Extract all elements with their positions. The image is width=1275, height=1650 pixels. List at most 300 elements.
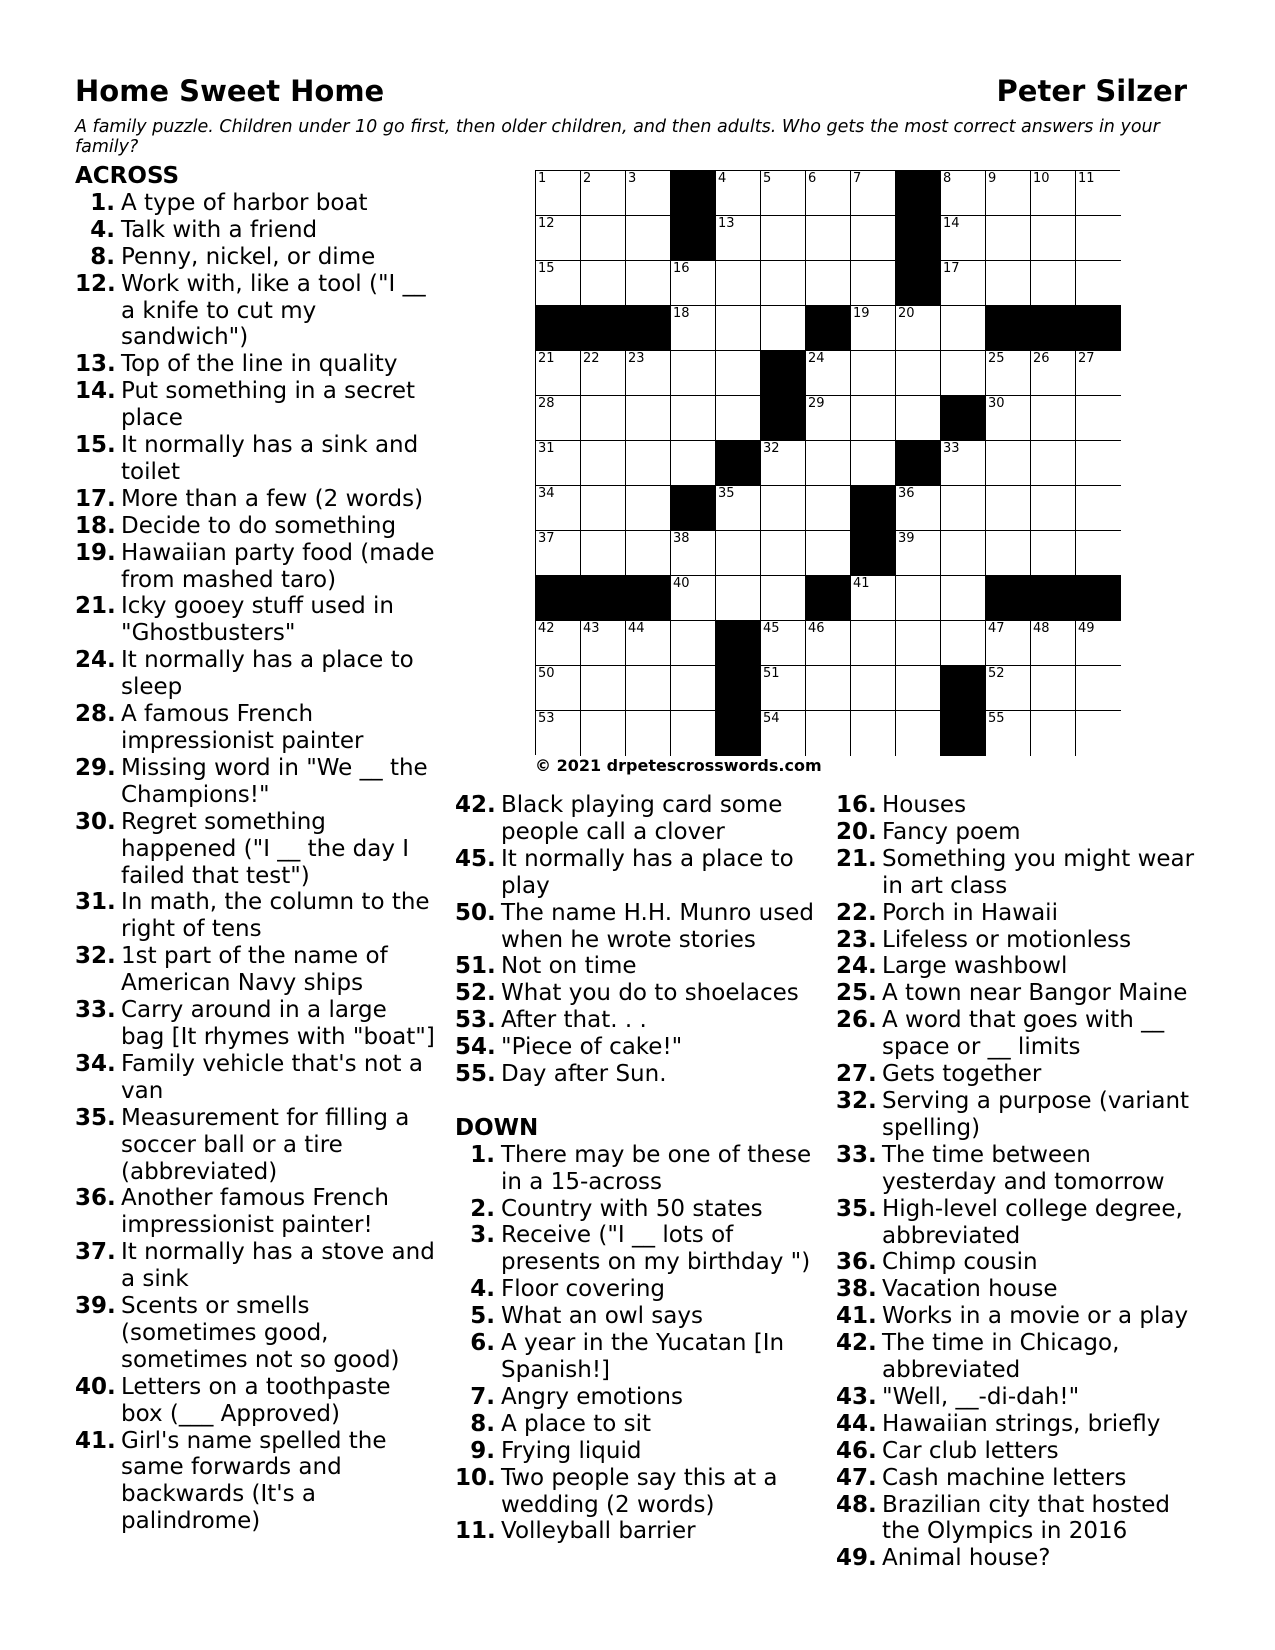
grid-cell[interactable] bbox=[716, 576, 761, 621]
grid-cell[interactable] bbox=[536, 171, 581, 216]
clue-number: 46. bbox=[836, 1437, 877, 1464]
grid-cell[interactable] bbox=[716, 486, 761, 531]
grid-cell[interactable] bbox=[1031, 531, 1076, 576]
grid-cell[interactable] bbox=[896, 531, 941, 576]
clue-number: 10. bbox=[455, 1464, 496, 1491]
clue-number: 50. bbox=[455, 899, 496, 926]
clue-text: High-level college degree, abbreviated bbox=[882, 1195, 1183, 1249]
grid-cell[interactable] bbox=[896, 711, 941, 756]
clue-item bbox=[836, 1411, 1201, 1438]
grid-cell[interactable] bbox=[851, 396, 896, 441]
grid-cell[interactable] bbox=[1031, 441, 1076, 486]
grid-cell[interactable] bbox=[986, 486, 1031, 531]
cell-number: 48 bbox=[1033, 621, 1050, 636]
grid-cell[interactable] bbox=[941, 261, 986, 306]
grid-block bbox=[986, 306, 1031, 351]
grid-cell[interactable] bbox=[581, 216, 626, 261]
clue-text: It normally has a place to sleep bbox=[121, 647, 414, 701]
clue-text: "Piece of cake!" bbox=[501, 1034, 683, 1061]
clue-item bbox=[75, 943, 435, 997]
grid-cell[interactable] bbox=[536, 666, 581, 711]
grid-cell[interactable] bbox=[806, 531, 851, 576]
clue-item bbox=[75, 1293, 435, 1374]
grid-cell[interactable] bbox=[1031, 216, 1076, 261]
clue-number: 15. bbox=[75, 432, 116, 459]
grid-cell[interactable] bbox=[1031, 621, 1076, 666]
grid-cell[interactable] bbox=[761, 441, 806, 486]
grid-cell[interactable] bbox=[1031, 351, 1076, 396]
clue-text: A place to sit bbox=[501, 1410, 652, 1437]
grid-cell[interactable] bbox=[671, 261, 716, 306]
grid-cell[interactable] bbox=[806, 711, 851, 756]
puzzle-title: Home Sweet Home bbox=[75, 74, 385, 108]
grid-cell[interactable] bbox=[1031, 261, 1076, 306]
grid-cell[interactable] bbox=[1031, 171, 1076, 216]
clue-item bbox=[75, 244, 435, 271]
clue-item bbox=[75, 1428, 435, 1536]
clue-item bbox=[75, 271, 435, 352]
clue-item bbox=[455, 1034, 815, 1061]
grid-cell[interactable] bbox=[896, 576, 941, 621]
grid-cell[interactable] bbox=[986, 441, 1031, 486]
grid-cell[interactable] bbox=[761, 531, 806, 576]
clue-item bbox=[455, 1303, 815, 1330]
clue-number: 24. bbox=[75, 647, 116, 674]
grid-cell[interactable] bbox=[1076, 441, 1121, 486]
clue-text: Not on time bbox=[501, 953, 637, 980]
cell-number: 52 bbox=[988, 666, 1005, 681]
clue-number: 33. bbox=[75, 997, 116, 1024]
clue-item bbox=[455, 953, 815, 980]
clue-text: Car club letters bbox=[882, 1437, 1059, 1464]
grid-block bbox=[1031, 576, 1076, 621]
cell-number: 21 bbox=[538, 351, 555, 366]
grid-cell[interactable] bbox=[941, 621, 986, 666]
grid-cell[interactable] bbox=[806, 171, 851, 216]
grid-cell[interactable] bbox=[536, 621, 581, 666]
grid-block bbox=[536, 576, 581, 621]
grid-cell[interactable] bbox=[536, 261, 581, 306]
clue-number: 53. bbox=[455, 1007, 496, 1034]
grid-cell[interactable] bbox=[986, 261, 1031, 306]
grid-cell[interactable] bbox=[671, 576, 716, 621]
grid-cell[interactable] bbox=[986, 396, 1031, 441]
clue-text: Cash machine letters bbox=[882, 1464, 1127, 1491]
grid-cell[interactable] bbox=[716, 261, 761, 306]
grid-cell[interactable] bbox=[941, 171, 986, 216]
clue-number: 41. bbox=[836, 1303, 877, 1330]
grid-cell[interactable] bbox=[896, 621, 941, 666]
clues-column-left bbox=[75, 163, 435, 1535]
clue-number: 45. bbox=[455, 845, 496, 872]
cell-number: 47 bbox=[988, 621, 1005, 636]
clue-item bbox=[75, 647, 435, 701]
grid-cell[interactable] bbox=[851, 666, 896, 711]
clue-text: Another famous French impressionist painter! bbox=[121, 1185, 389, 1239]
grid-cell[interactable] bbox=[941, 486, 986, 531]
grid-cell[interactable] bbox=[941, 531, 986, 576]
grid-cell[interactable] bbox=[761, 216, 806, 261]
grid-cell[interactable] bbox=[626, 396, 671, 441]
cell-number: 17 bbox=[943, 261, 960, 276]
clue-item bbox=[75, 1051, 435, 1105]
grid-cell[interactable] bbox=[761, 486, 806, 531]
grid-cell[interactable] bbox=[536, 441, 581, 486]
cell-number: 25 bbox=[988, 351, 1005, 366]
clue-item bbox=[75, 432, 435, 486]
clue-text: Brazilian city that hosted the Olympics in 2016 bbox=[882, 1491, 1170, 1545]
grid-cell[interactable] bbox=[986, 351, 1031, 396]
grid-cell[interactable] bbox=[626, 216, 671, 261]
clue-number: 49. bbox=[836, 1545, 877, 1572]
cell-number: 13 bbox=[718, 216, 735, 231]
grid-cell[interactable] bbox=[671, 306, 716, 351]
clue-item bbox=[75, 217, 435, 244]
clue-text: Decide to do something bbox=[121, 512, 397, 539]
grid-cell[interactable] bbox=[671, 531, 716, 576]
grid-cell[interactable] bbox=[716, 171, 761, 216]
puzzle-author: Peter Silzer bbox=[996, 74, 1187, 108]
grid-cell[interactable] bbox=[581, 261, 626, 306]
grid-cell[interactable] bbox=[761, 306, 806, 351]
clue-item bbox=[75, 351, 435, 378]
grid-cell[interactable] bbox=[716, 351, 761, 396]
cell-number: 37 bbox=[538, 531, 555, 546]
grid-cell[interactable] bbox=[986, 621, 1031, 666]
grid-cell[interactable] bbox=[851, 351, 896, 396]
cell-number: 39 bbox=[898, 531, 915, 546]
clues-column-middle bbox=[455, 792, 815, 1545]
grid-cell[interactable] bbox=[626, 531, 671, 576]
grid-cell[interactable] bbox=[626, 486, 671, 531]
cell-number: 29 bbox=[808, 396, 825, 411]
grid-cell[interactable] bbox=[806, 216, 851, 261]
grid-cell[interactable] bbox=[896, 351, 941, 396]
clue-text: A type of harbor boat bbox=[121, 189, 368, 216]
grid-cell[interactable] bbox=[1076, 531, 1121, 576]
clue-number: 40. bbox=[75, 1373, 116, 1400]
clue-number: 33. bbox=[836, 1141, 877, 1168]
grid-cell[interactable] bbox=[1031, 486, 1076, 531]
cell-number: 44 bbox=[628, 621, 645, 636]
grid-cell[interactable] bbox=[626, 441, 671, 486]
grid-cell[interactable] bbox=[806, 441, 851, 486]
grid-cell[interactable] bbox=[536, 216, 581, 261]
clue-text: Angry emotions bbox=[501, 1383, 683, 1410]
grid-cell[interactable] bbox=[1076, 216, 1121, 261]
clue-item bbox=[455, 1411, 815, 1438]
grid-cell[interactable] bbox=[626, 171, 671, 216]
clue-number: 5. bbox=[470, 1303, 495, 1330]
grid-cell[interactable] bbox=[761, 171, 806, 216]
grid-cell[interactable] bbox=[806, 666, 851, 711]
clue-number: 32. bbox=[75, 943, 116, 970]
cell-number: 5 bbox=[763, 171, 772, 186]
grid-cell[interactable] bbox=[851, 711, 896, 756]
grid-cell[interactable] bbox=[671, 621, 716, 666]
cell-number: 45 bbox=[763, 621, 780, 636]
clue-item bbox=[75, 540, 435, 594]
clue-number: 2. bbox=[470, 1195, 495, 1222]
clue-number: 18. bbox=[75, 512, 116, 539]
crossword-grid bbox=[535, 170, 1120, 755]
cell-number: 11 bbox=[1078, 171, 1095, 186]
grid-cell[interactable] bbox=[581, 396, 626, 441]
cell-number: 31 bbox=[538, 441, 555, 456]
clue-number: 14. bbox=[75, 378, 116, 405]
grid-cell[interactable] bbox=[896, 666, 941, 711]
clue-item bbox=[455, 1222, 815, 1276]
grid-cell[interactable] bbox=[581, 171, 626, 216]
clue-number: 51. bbox=[455, 953, 496, 980]
grid-cell[interactable] bbox=[941, 576, 986, 621]
clue-number: 47. bbox=[836, 1464, 877, 1491]
clue-item bbox=[836, 900, 1201, 927]
grid-block bbox=[1031, 306, 1076, 351]
clue-number: 36. bbox=[75, 1185, 116, 1212]
clue-number: 42. bbox=[455, 792, 496, 818]
grid-cell[interactable] bbox=[941, 351, 986, 396]
grid-cell[interactable] bbox=[851, 306, 896, 351]
grid-cell[interactable] bbox=[716, 216, 761, 261]
grid-cell[interactable] bbox=[536, 396, 581, 441]
clue-text: After that. . . bbox=[501, 1007, 647, 1034]
clue-number: 22. bbox=[836, 899, 877, 926]
clue-item bbox=[455, 1465, 815, 1519]
grid-cell[interactable] bbox=[851, 621, 896, 666]
grid-cell[interactable] bbox=[941, 216, 986, 261]
grid-cell[interactable] bbox=[806, 621, 851, 666]
grid-cell[interactable] bbox=[761, 621, 806, 666]
grid-cell[interactable] bbox=[761, 261, 806, 306]
clue-number: 31. bbox=[75, 889, 116, 916]
cell-number: 36 bbox=[898, 486, 915, 501]
clue-text: Gets together bbox=[882, 1061, 1042, 1088]
clue-item bbox=[836, 1061, 1201, 1088]
clue-item bbox=[836, 1088, 1201, 1142]
clue-number: 13. bbox=[75, 351, 116, 378]
grid-cell[interactable] bbox=[581, 711, 626, 756]
grid-cell[interactable] bbox=[851, 216, 896, 261]
grid-cell[interactable] bbox=[1076, 261, 1121, 306]
clue-item bbox=[836, 792, 1201, 819]
clue-text: Chimp cousin bbox=[882, 1249, 1038, 1276]
clue-text: Porch in Hawaii bbox=[882, 899, 1058, 926]
clue-text: Measurement for filling a soccer ball or a tire (abbreviated) bbox=[121, 1104, 410, 1185]
clue-item bbox=[75, 593, 435, 647]
grid-block bbox=[716, 621, 761, 666]
cell-number: 4 bbox=[718, 171, 727, 186]
clue-item bbox=[836, 1249, 1201, 1276]
clue-number: 38. bbox=[836, 1276, 877, 1303]
grid-block bbox=[941, 666, 986, 711]
grid-cell[interactable] bbox=[581, 441, 626, 486]
clue-number: 28. bbox=[75, 701, 116, 728]
copyright-notice: © 2021 drpetescrosswords.com bbox=[535, 756, 822, 775]
clue-item bbox=[75, 1239, 435, 1293]
grid-cell[interactable] bbox=[761, 666, 806, 711]
clue-text: Icky gooey stuff used in "Ghostbusters" bbox=[121, 593, 394, 647]
grid-cell[interactable] bbox=[1076, 171, 1121, 216]
grid-cell[interactable] bbox=[626, 621, 671, 666]
down-clue-list-continued bbox=[836, 792, 1201, 1572]
clue-text: Carry around in a large bag [It rhymes with "boat"] bbox=[121, 997, 435, 1050]
grid-cell[interactable] bbox=[536, 351, 581, 396]
cell-number: 46 bbox=[808, 621, 825, 636]
grid-cell[interactable] bbox=[1031, 666, 1076, 711]
cell-number: 35 bbox=[718, 486, 735, 501]
grid-block bbox=[626, 306, 671, 351]
grid-cell[interactable] bbox=[986, 711, 1031, 756]
clue-item bbox=[836, 1465, 1201, 1492]
grid-cell[interactable] bbox=[806, 396, 851, 441]
clue-text: A year in the Yucatan [In Spanish!] bbox=[501, 1330, 785, 1383]
clue-text: Scents or smells (sometimes good, sometimes not so good) bbox=[121, 1293, 400, 1373]
clue-number: 43. bbox=[836, 1383, 877, 1410]
grid-cell[interactable] bbox=[941, 441, 986, 486]
clue-item bbox=[455, 980, 815, 1007]
grid-cell[interactable] bbox=[851, 171, 896, 216]
grid-cell[interactable] bbox=[581, 621, 626, 666]
grid-cell[interactable] bbox=[536, 711, 581, 756]
clue-item bbox=[836, 1303, 1201, 1330]
grid-cell[interactable] bbox=[761, 576, 806, 621]
grid-block bbox=[986, 576, 1031, 621]
clue-item bbox=[836, 980, 1201, 1007]
grid-cell[interactable] bbox=[671, 351, 716, 396]
section-spacer bbox=[455, 1088, 815, 1115]
clue-text: Black playing card some people call a clover bbox=[501, 792, 783, 845]
grid-cell[interactable] bbox=[716, 306, 761, 351]
clue-text: Talk with a friend bbox=[121, 216, 318, 243]
cell-number: 28 bbox=[538, 396, 555, 411]
clue-item bbox=[455, 900, 815, 954]
cell-number: 49 bbox=[1078, 621, 1095, 636]
grid-cell[interactable] bbox=[581, 531, 626, 576]
grid-cell[interactable] bbox=[581, 351, 626, 396]
grid-cell[interactable] bbox=[806, 486, 851, 531]
grid-cell[interactable] bbox=[986, 216, 1031, 261]
cell-number: 16 bbox=[673, 261, 690, 276]
clue-number: 1. bbox=[470, 1141, 495, 1168]
clue-item bbox=[836, 1330, 1201, 1384]
grid-cell[interactable] bbox=[671, 441, 716, 486]
clue-item bbox=[455, 792, 815, 846]
cell-number: 41 bbox=[853, 576, 870, 591]
grid-cell[interactable] bbox=[716, 396, 761, 441]
clue-number: 26. bbox=[836, 1007, 877, 1034]
clue-text: The time between yesterday and tomorrow bbox=[882, 1141, 1165, 1195]
clue-number: 36. bbox=[836, 1249, 877, 1276]
grid-cell[interactable] bbox=[581, 486, 626, 531]
clue-number: 30. bbox=[75, 808, 116, 835]
grid-cell[interactable] bbox=[1076, 486, 1121, 531]
grid-block bbox=[581, 306, 626, 351]
grid-cell[interactable] bbox=[986, 531, 1031, 576]
clue-text: Country with 50 states bbox=[501, 1195, 763, 1222]
grid-cell[interactable] bbox=[626, 711, 671, 756]
clue-number: 4. bbox=[90, 216, 115, 243]
cell-number: 7 bbox=[853, 171, 862, 186]
cell-number: 38 bbox=[673, 531, 690, 546]
cell-number: 1 bbox=[538, 171, 547, 186]
clue-number: 41. bbox=[75, 1427, 116, 1454]
clue-item bbox=[836, 1545, 1201, 1572]
grid-cell[interactable] bbox=[1076, 351, 1121, 396]
grid-block bbox=[896, 216, 941, 261]
grid-block bbox=[581, 576, 626, 621]
grid-cell[interactable] bbox=[671, 711, 716, 756]
clue-number: 21. bbox=[836, 845, 877, 872]
grid-cell[interactable] bbox=[581, 666, 626, 711]
clue-number: 8. bbox=[90, 243, 115, 270]
grid-cell[interactable] bbox=[626, 351, 671, 396]
cell-number: 55 bbox=[988, 711, 1005, 726]
grid-cell[interactable] bbox=[1076, 396, 1121, 441]
clue-item bbox=[836, 1438, 1201, 1465]
cell-number: 19 bbox=[853, 306, 870, 321]
grid-cell[interactable] bbox=[851, 576, 896, 621]
clue-text: Put something in a secret place bbox=[121, 378, 416, 432]
grid-cell[interactable] bbox=[1076, 711, 1121, 756]
grid-cell[interactable] bbox=[986, 666, 1031, 711]
grid-cell[interactable] bbox=[626, 261, 671, 306]
clue-item bbox=[455, 1518, 815, 1545]
clue-number: 35. bbox=[836, 1195, 877, 1222]
clue-item bbox=[75, 486, 435, 513]
grid-cell[interactable] bbox=[1031, 396, 1076, 441]
grid-cell[interactable] bbox=[806, 261, 851, 306]
clue-number: 37. bbox=[75, 1239, 116, 1266]
grid-cell[interactable] bbox=[941, 306, 986, 351]
grid-cell[interactable] bbox=[761, 711, 806, 756]
grid-cell[interactable] bbox=[1076, 621, 1121, 666]
clue-text: Large washbowl bbox=[882, 953, 1068, 980]
grid-block bbox=[851, 486, 896, 531]
clue-item bbox=[836, 927, 1201, 954]
grid-cell[interactable] bbox=[671, 396, 716, 441]
clue-number: 29. bbox=[75, 754, 116, 781]
grid-cell[interactable] bbox=[1076, 666, 1121, 711]
clue-text: Penny, nickel, or dime bbox=[121, 243, 376, 270]
clue-text: What an owl says bbox=[501, 1303, 703, 1330]
grid-block bbox=[761, 396, 806, 441]
grid-cell[interactable] bbox=[536, 531, 581, 576]
grid-cell[interactable] bbox=[896, 486, 941, 531]
grid-cell[interactable] bbox=[851, 441, 896, 486]
clue-item bbox=[75, 378, 435, 432]
clue-item bbox=[455, 1276, 815, 1303]
clue-item bbox=[75, 701, 435, 755]
clue-number: 24. bbox=[836, 953, 877, 980]
grid-cell[interactable] bbox=[626, 666, 671, 711]
clue-item bbox=[455, 846, 815, 900]
grid-cell[interactable] bbox=[671, 666, 716, 711]
grid-cell[interactable] bbox=[716, 531, 761, 576]
grid-cell[interactable] bbox=[896, 306, 941, 351]
clue-item bbox=[455, 1330, 815, 1384]
grid-block bbox=[1076, 576, 1121, 621]
grid-cell[interactable] bbox=[806, 351, 851, 396]
grid-cell[interactable] bbox=[851, 261, 896, 306]
cell-number: 40 bbox=[673, 576, 690, 591]
grid-cell[interactable] bbox=[536, 486, 581, 531]
grid-cell[interactable] bbox=[986, 171, 1031, 216]
grid-cell[interactable] bbox=[1031, 711, 1076, 756]
cell-number: 53 bbox=[538, 711, 555, 726]
grid-cell[interactable] bbox=[896, 396, 941, 441]
puzzle-intro: A family puzzle. Children under 10 go first, then older children, and then adults. Who gets the most correct answers in your family? bbox=[75, 117, 1160, 157]
